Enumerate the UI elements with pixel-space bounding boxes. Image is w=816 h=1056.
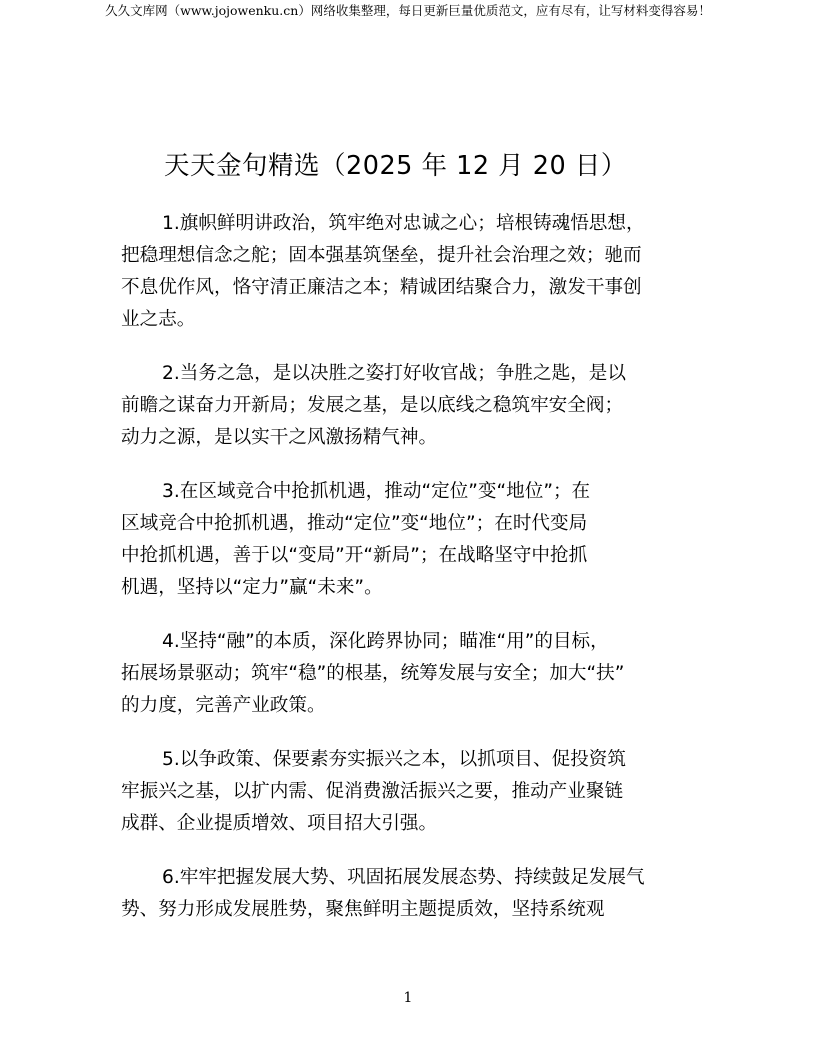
paragraph-line: 前瞻之谋奋力开新局；发展之基，是以底线之稳筑牢安全阀； [121,395,624,416]
paragraph-line: 不息优作风，恪守清正廉洁之本；精诚团结聚合力，激发干事创 [121,277,642,298]
paragraph-line: 业之志。 [121,309,196,330]
paragraph-6 [121,862,731,926]
paragraph-line: 牢振兴之基，以扩内需、促消费激活振兴之要，推动产业聚链 [121,781,624,802]
paragraph-line: 机遇，坚持以“定力”赢“未来”。 [121,577,383,598]
paragraph-line: 4.坚持“融”的本质，深化跨界协同；瞄准“用”的目标， [162,631,609,652]
page-header: 久久文库网（www.jojowenku.cn）网络收集整理，每日更新巨量优质范文，应有尽有，让写材料变得容易！ [105,3,711,18]
paragraph-line: 中抢抓机遇，善于以“变局”开“新局”；在战略坚守中抢抓 [121,545,588,566]
paragraph-line: 把稳理想信念之舵；固本强基筑堡垒，提升社会治理之效；驰而 [121,245,642,266]
paragraph-line: 5.以争政策、保要素夯实振兴之本，以抓项目、促投资筑 [162,749,626,770]
paragraph-line: 6.牢牢把握发展大势、巩固拓展发展态势、持续鼓足发展气 [162,867,645,888]
document-body [121,208,731,948]
paragraph-3 [121,476,731,604]
paragraph-1 [121,208,731,336]
paragraph-line: 动力之源，是以实干之风激扬精气神。 [121,427,438,448]
paragraph-line: 拓展场景驱动；筑牢“稳”的根基，统筹发展与安全；加大“扶” [121,663,625,684]
paragraph-5 [121,744,731,840]
page-number: 1 [403,990,413,1006]
paragraph-line: 的力度，完善产业政策。 [121,695,326,716]
paragraph-4 [121,626,731,722]
paragraph-line: 1.旗帜鲜明讲政治，筑牢绝对忠诚之心；培根铸魂悟思想， [162,213,645,234]
paragraph-line: 势、努力形成发展胜势，聚焦鲜明主题提质效，坚持系统观 [121,899,605,920]
paragraph-2 [121,358,731,454]
paragraph-line: 成群、企业提质增效、项目招大引强。 [121,813,438,834]
paragraph-line: 2.当务之急，是以决胜之姿打好收官战；争胜之匙，是以 [162,363,626,384]
document-title: 天天金句精选（2025 年 12 月 20 日） [164,151,627,181]
paragraph-line: 3.在区域竞合中抢抓机遇，推动“定位”变“地位”；在 [162,481,591,502]
paragraph-line: 区域竞合中抢抓机遇，推动“定位”变“地位”；在时代变局 [121,513,588,534]
